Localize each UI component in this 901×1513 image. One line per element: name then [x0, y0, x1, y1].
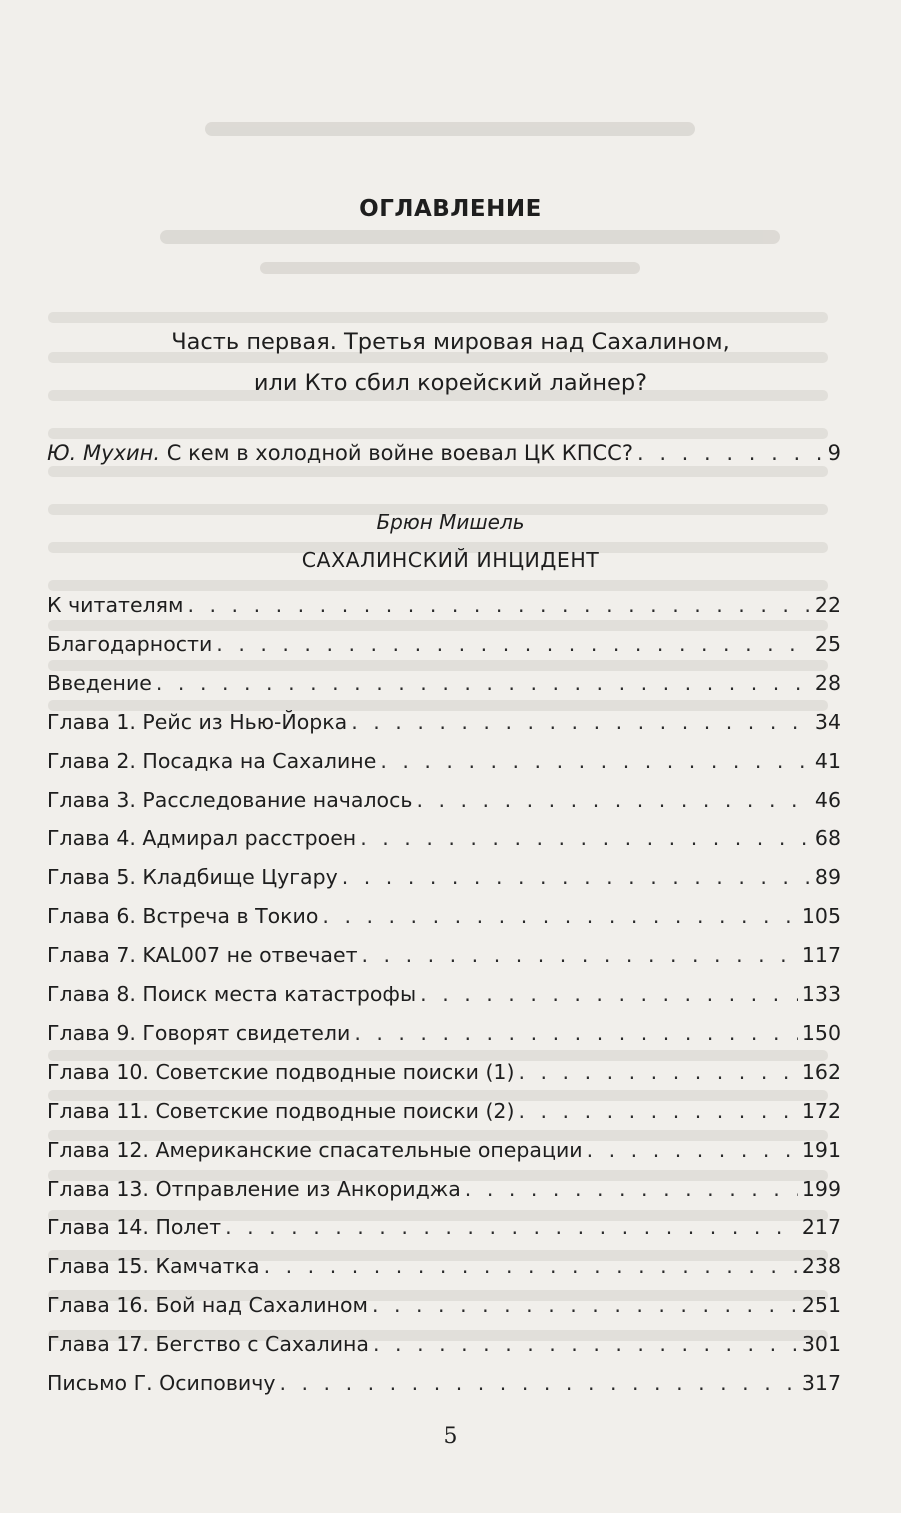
- toc-entry[interactable]: [47, 826, 841, 856]
- dot-leader: [216, 632, 811, 656]
- toc-entry-page: 41: [814, 748, 841, 773]
- dot-leader: [465, 1177, 798, 1201]
- toc-entry-mukhin[interactable]: [47, 441, 841, 471]
- toc-entry-label: Глава 12. Американские спасательные операции: [47, 1137, 583, 1162]
- toc-entry-label: Глава 8. Поиск места катастрофы: [47, 982, 417, 1006]
- toc-entry[interactable]: [47, 1138, 841, 1168]
- toc-entry[interactable]: [47, 788, 841, 818]
- toc-entry-page: 162: [801, 1059, 841, 1084]
- dot-leader: [380, 749, 811, 773]
- toc-entry-label: Глава 13. Отправление из Анкориджа: [47, 1176, 461, 1201]
- toc-entry-label: Глава 11. Советские подводные поиски (2): [47, 1098, 515, 1123]
- toc-entry[interactable]: [47, 1177, 841, 1207]
- toc-heading: ОГЛАВЛЕНИЕ: [359, 196, 542, 222]
- book-author: Брюн Мишель: [376, 510, 525, 534]
- dot-leader: [156, 671, 811, 695]
- toc-entry-page: 217: [801, 1215, 841, 1240]
- dot-leader: [362, 943, 798, 967]
- page-number: 5: [443, 1424, 458, 1449]
- toc-entry-label: Глава 1. Рейс из Нью-Йорка: [47, 709, 348, 734]
- essay-title: С кем в холодной войне воевал ЦК КПСС?: [166, 441, 633, 465]
- toc-entry-label: Глава 2. Посадка на Сахалине: [47, 748, 377, 773]
- toc-entry-label: Глава 10. Советские подводные поиски (1): [47, 1059, 515, 1084]
- toc-entry-page: 89: [814, 865, 841, 890]
- toc-entry-page: 25: [814, 631, 841, 656]
- toc-entry-label: Глава 5. Кладбище Цугару: [47, 865, 338, 890]
- toc-entry-label: [47, 441, 633, 465]
- toc-entry-page: 301: [801, 1332, 841, 1357]
- toc-entry-label: Глава 15. Камчатка: [47, 1254, 260, 1279]
- toc-entry[interactable]: [47, 593, 841, 623]
- dot-leader: [416, 788, 810, 812]
- dot-leader: [518, 1060, 797, 1084]
- part-one-title-line-2: или Кто сбил корейский лайнер?: [253, 370, 648, 396]
- toc-entry-label: Глава 7. KAL007 не отвечает: [47, 943, 358, 968]
- toc-entry-page: 68: [814, 826, 841, 851]
- toc-entry-label: Глава 14. Полет: [47, 1215, 222, 1240]
- toc-entry-label: Благодарности: [47, 631, 213, 656]
- dot-leader: [420, 982, 798, 1006]
- toc-entry-page: 28: [814, 670, 841, 695]
- dot-leader: [637, 441, 824, 465]
- dot-leader: [587, 1138, 798, 1162]
- toc-entry[interactable]: [47, 865, 841, 895]
- dot-leader: [225, 1215, 798, 1239]
- toc-entry-page: 251: [801, 1293, 841, 1318]
- toc-entry[interactable]: [47, 1060, 841, 1090]
- book-title: САХАЛИНСКИЙ ИНЦИДЕНТ: [301, 548, 600, 572]
- part-one-title: [0, 322, 901, 404]
- toc-entry-page: 117: [801, 943, 841, 968]
- toc-entry-label: Глава 9. Говорят свидетели: [47, 1020, 351, 1045]
- dot-leader: [342, 865, 811, 889]
- dot-leader: [373, 1332, 798, 1356]
- toc-entry-page: 191: [801, 1137, 841, 1162]
- toc-entry-page: 22: [814, 593, 841, 617]
- toc-entry-label: Введение: [47, 670, 152, 695]
- dot-leader: [279, 1371, 797, 1395]
- dot-leader: [351, 710, 811, 734]
- toc-entry-label: Глава 6. Встреча в Токио: [47, 904, 319, 929]
- toc-entry[interactable]: [47, 1215, 841, 1245]
- dot-leader: [264, 1254, 798, 1278]
- toc-entry[interactable]: [47, 943, 841, 973]
- toc-entry-page: 199: [801, 1176, 841, 1201]
- dot-leader: [360, 826, 811, 850]
- toc-entry-label: Глава 17. Бегство с Сахалина: [47, 1332, 369, 1357]
- toc-entry-label: Письмо Г. Осиповичу: [47, 1371, 276, 1395]
- toc-entry[interactable]: [47, 710, 841, 740]
- dot-leader: [354, 1021, 798, 1045]
- toc-entry-page: 133: [801, 982, 841, 1006]
- toc-entry[interactable]: [47, 904, 841, 934]
- dot-leader: [372, 1293, 798, 1317]
- toc-entry[interactable]: [47, 1021, 841, 1051]
- toc-entry[interactable]: [47, 1254, 841, 1284]
- toc-entry-label: К читателям: [47, 593, 184, 617]
- toc-entry[interactable]: [47, 1293, 841, 1323]
- toc-entry-page: 46: [814, 787, 841, 812]
- toc-entry-page: 150: [801, 1020, 841, 1045]
- toc-entry[interactable]: [47, 1371, 841, 1401]
- dot-leader: [322, 904, 797, 928]
- toc-entry-label: Глава 4. Адмирал расстроен: [47, 826, 357, 851]
- dot-leader: [187, 593, 810, 617]
- toc-entry-page: 238: [801, 1254, 841, 1279]
- toc-entry-page: 105: [801, 904, 841, 929]
- toc-entry[interactable]: [47, 632, 841, 662]
- author-name: Ю. Мухин.: [47, 441, 161, 465]
- toc-entry[interactable]: [47, 671, 841, 701]
- toc-entry-page: 9: [827, 441, 841, 465]
- toc-entry[interactable]: [47, 1332, 841, 1362]
- toc-entry[interactable]: [47, 982, 841, 1012]
- toc-entry[interactable]: [47, 1099, 841, 1129]
- toc-entry-label: Глава 3. Расследование началось: [47, 787, 413, 812]
- toc-entry-page: 172: [801, 1098, 841, 1123]
- toc-entry-page: 317: [801, 1371, 841, 1395]
- dot-leader: [518, 1099, 797, 1123]
- toc-entry-label: Глава 16. Бой над Сахалином: [47, 1293, 368, 1318]
- toc-entry-page: 34: [814, 709, 841, 734]
- part-one-title-line-1: Часть первая. Третья мировая над Сахалином,: [171, 329, 730, 355]
- toc-entry[interactable]: [47, 749, 841, 779]
